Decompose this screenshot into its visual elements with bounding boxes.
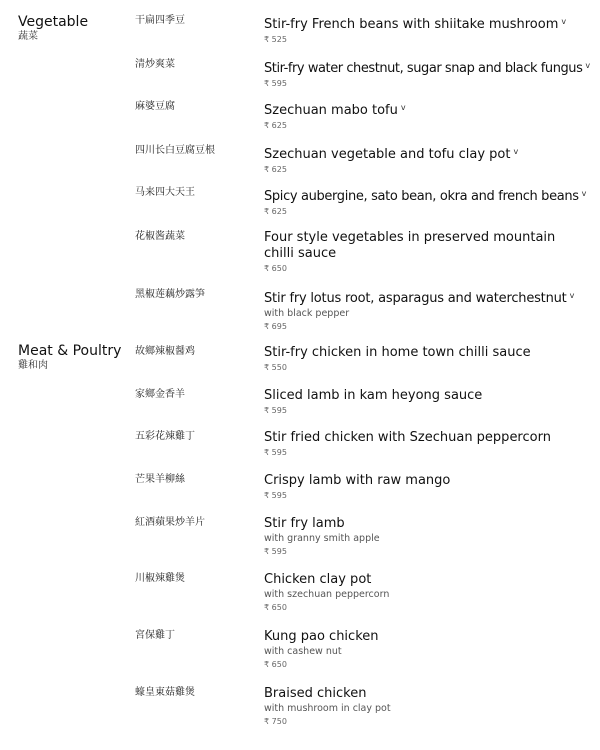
dish-description: with szechuan peppercorn — [264, 589, 390, 600]
vegetarian-mark: v — [400, 103, 406, 112]
menu-item — [264, 572, 594, 614]
dish-chinese-name: 芒果羊柳絲 — [135, 474, 185, 485]
menu-item — [264, 388, 594, 417]
menu-item — [264, 288, 594, 333]
dish-name: Stir fried chicken with Szechuan peppercorn — [264, 430, 551, 445]
section-vegetable — [18, 14, 88, 43]
dish-price: ₹ 595 — [264, 448, 287, 457]
menu-item — [264, 629, 594, 671]
dish-name: Stir fry lamb — [264, 516, 345, 531]
dish-chinese-name: 四川长白豆腐豆根 — [135, 145, 215, 156]
dish-price: ₹ 650 — [264, 660, 287, 669]
menu-item — [264, 230, 569, 275]
vegetarian-mark: v — [581, 189, 587, 198]
section-meat-poultry — [18, 343, 121, 372]
dish-price: ₹ 625 — [264, 207, 287, 216]
dish-name: Sliced lamb in kam heyong sauce — [264, 388, 483, 403]
menu-item — [264, 345, 594, 374]
menu-item — [264, 516, 594, 558]
dish-price: ₹ 650 — [264, 264, 287, 273]
dish-name: Braised chicken — [264, 686, 367, 701]
dish-chinese-name: 川椒辣雞煲 — [135, 573, 185, 584]
dish-chinese-name: 清炒爽菜 — [135, 59, 175, 70]
menu-item — [264, 58, 594, 90]
dish-name: Four style vegetables in preserved mountain chilli sauce — [264, 230, 556, 261]
dish-price: ₹ 625 — [264, 165, 287, 174]
dish-name: Chicken clay pot — [264, 572, 372, 587]
dish-chinese-name: 花椒酱蔬菜 — [135, 231, 185, 242]
dish-price: ₹ 750 — [264, 717, 287, 726]
dish-name: Crispy lamb with raw mango — [264, 473, 451, 488]
dish-price: ₹ 595 — [264, 547, 287, 556]
menu-item — [264, 144, 594, 176]
dish-price: ₹ 525 — [264, 35, 287, 44]
dish-price: ₹ 695 — [264, 322, 287, 331]
menu-item — [264, 100, 594, 132]
dish-name: Szechuan mabo tofu $^v$ — [264, 103, 406, 118]
dish-price: ₹ 625 — [264, 121, 287, 130]
dish-chinese-name: 干扁四季豆 — [135, 15, 185, 26]
dish-price: ₹ 595 — [264, 491, 287, 500]
section-title: Meat & Poultry — [18, 343, 122, 359]
section-title: Vegetable — [18, 14, 89, 30]
vegetarian-mark: v — [513, 147, 519, 156]
dish-chinese-name: 家鄉金香羊 — [135, 389, 185, 400]
section-title-chinese: 雞和肉 — [18, 360, 48, 371]
menu-item — [264, 186, 594, 218]
dish-chinese-name: 蠔皇東菇雞煲 — [135, 687, 195, 698]
dish-price: ₹ 595 — [264, 406, 287, 415]
dish-chinese-name: 宮保雞丁 — [135, 630, 175, 641]
dish-name: Kung pao chicken — [264, 629, 379, 644]
dish-price: ₹ 595 — [264, 79, 287, 88]
dish-chinese-name: 黑椒莲藕炒露笋 — [135, 289, 205, 300]
vegetarian-mark: v — [561, 17, 567, 26]
dish-chinese-name: 麻婆豆腐 — [135, 101, 175, 112]
dish-name: Stir-fry water chestnut, sugar snap and black fungus $^v$ — [264, 61, 590, 76]
dish-price: ₹ 650 — [264, 603, 287, 612]
dish-name: Stir-fry chicken in home town chilli sauce — [264, 345, 531, 360]
vegetarian-mark: v — [585, 61, 590, 70]
menu-item — [264, 430, 594, 459]
dish-description: with cashew nut — [264, 646, 342, 657]
menu-item — [264, 14, 594, 46]
dish-description: with black pepper — [264, 308, 350, 319]
dish-chinese-name: 五彩花辣雞丁 — [135, 431, 195, 442]
section-title-chinese: 蔬菜 — [18, 31, 38, 42]
dish-price: ₹ 550 — [264, 363, 287, 372]
dish-chinese-name: 马来四大天王 — [135, 187, 195, 198]
dish-description: with mushroom in clay pot — [264, 703, 391, 714]
dish-name: Szechuan vegetable and tofu clay pot $^v$ — [264, 147, 519, 162]
dish-name: Stir fry lotus root, asparagus and waterchestnut $^v$ — [264, 291, 575, 306]
dish-chinese-name: 故鄉辣椒醤鸡 — [135, 346, 195, 357]
dish-name: Stir-fry French beans with shiitake mushroom $^v$ — [264, 17, 567, 32]
dish-description: with granny smith apple — [264, 533, 380, 544]
dish-chinese-name: 紅酒蘋果炒羊片 — [135, 517, 205, 528]
menu-item — [264, 686, 594, 728]
vegetarian-mark: v — [569, 291, 575, 300]
dish-name: Spicy aubergine, sato bean, okra and french beans $^v$ — [264, 189, 587, 204]
menu-item — [264, 473, 594, 502]
